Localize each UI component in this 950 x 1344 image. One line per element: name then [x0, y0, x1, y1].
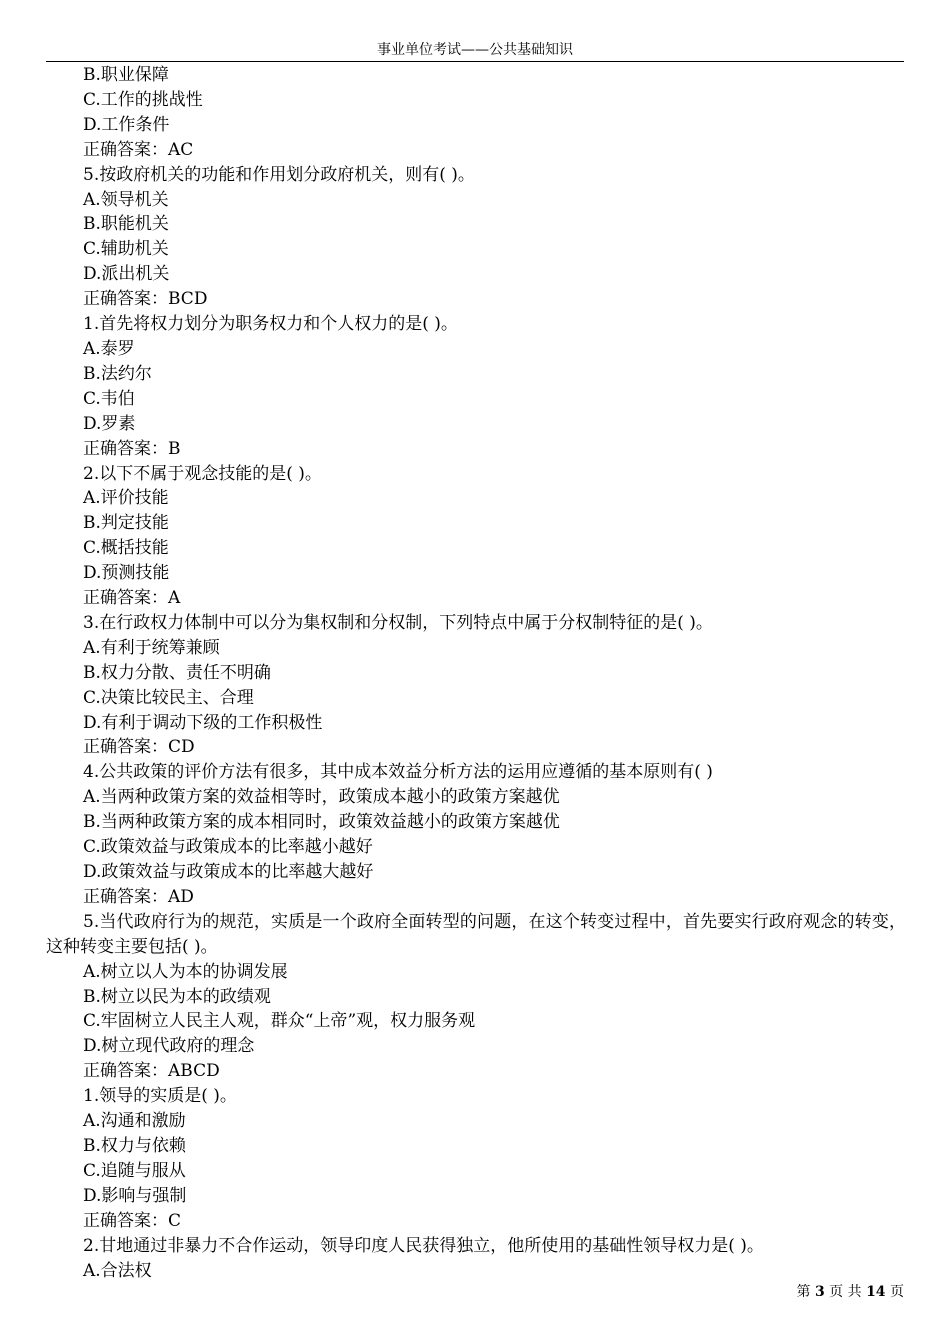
- text-line: D.工作条件: [83, 114, 170, 135]
- answer-line: 正确答案：C: [83, 1210, 182, 1231]
- text-line: C.政策效益与政策成本的比率越小越好: [83, 837, 373, 858]
- text-line: B.权力与依赖: [83, 1135, 186, 1156]
- text-line: B.当两种政策方案的成本相同时，政策效益越小的政策方案越优: [83, 812, 560, 833]
- question-paragraph: 5.当代政府行为的规范，实质是一个政府全面转型的问题，在这个转变过程中，首先要实行政府观念的转变，这种转变主要包括( )。: [46, 911, 906, 957]
- text-line: C.概括技能: [83, 538, 169, 559]
- document-body: [46, 63, 906, 1283]
- header-divider: [46, 61, 904, 62]
- question-line: 2.甘地通过非暴力不合作运动，领导印度人民获得独立，他所使用的基础性领导权力是( )。: [83, 1235, 764, 1256]
- text-line: B.职业保障: [83, 65, 169, 85]
- text-line: A.泰罗: [83, 338, 135, 359]
- question-line: 2.以下不属于观念技能的是( )。: [83, 463, 322, 484]
- text-line: A.领导机关: [83, 189, 169, 210]
- page-header: [46, 40, 904, 60]
- question-line: 5.按政府机关的功能和作用划分政府机关，则有( )。: [83, 164, 475, 185]
- question-line: 1.首先将权力划分为职务权力和个人权力的是( )。: [83, 314, 458, 335]
- answer-line: 正确答案：AC: [83, 139, 194, 160]
- text-line: B.职能机关: [83, 214, 169, 235]
- text-line: C.追随与服从: [83, 1160, 186, 1181]
- text-line: A.评价技能: [83, 488, 169, 509]
- text-line: B.法约尔: [83, 363, 152, 384]
- answer-line: 正确答案：AD: [83, 886, 194, 907]
- text-line: D.罗素: [83, 413, 136, 434]
- text-line: A.树立以人为本的协调发展: [83, 961, 288, 982]
- footer-middle: 页 共: [829, 1284, 862, 1300]
- footer-suffix: 页: [890, 1284, 904, 1300]
- answer-line: 正确答案：ABCD: [83, 1061, 220, 1082]
- text-line: B.权力分散、责任不明确: [83, 662, 271, 683]
- footer-prefix: 第: [796, 1284, 811, 1300]
- text-line: D.影响与强制: [83, 1185, 187, 1206]
- text-line: D.派出机关: [83, 264, 170, 285]
- text-line: C.决策比较民主、合理: [83, 687, 254, 708]
- text-line: C.韦伯: [83, 388, 135, 409]
- header-title: 事业单位考试——公共基础知识: [377, 42, 573, 58]
- footer-page-number: 3: [814, 1284, 825, 1300]
- text-line: C.牢固树立人民主人观，群众“上帝”观，权力服务观: [83, 1011, 476, 1032]
- text-line: C.辅助机关: [83, 239, 169, 260]
- question-line: 1.领导的实质是( )。: [83, 1086, 237, 1107]
- text-line: B.判定技能: [83, 513, 169, 534]
- text-line: A.合法权: [83, 1260, 152, 1281]
- question-line: 4.公共政策的评价方法有很多，其中成本效益分析方法的运用应遵循的基本原则有( ): [83, 762, 713, 783]
- text-line: D.树立现代政府的理念: [83, 1036, 255, 1057]
- answer-line: 正确答案：A: [83, 588, 181, 609]
- text-line: A.有利于统筹兼顾: [83, 637, 220, 658]
- text-line: B.树立以民为本的政绩观: [83, 986, 271, 1007]
- page-footer: [797, 1282, 905, 1302]
- answer-line: 正确答案：CD: [83, 737, 195, 758]
- footer-total-pages: 14: [866, 1284, 886, 1300]
- text-line: A.沟通和激励: [83, 1111, 186, 1132]
- question-line: 3.在行政权力体制中可以分为集权制和分权制，下列特点中属于分权制特征的是( )。: [83, 612, 713, 633]
- answer-line: 正确答案：B: [83, 438, 181, 459]
- answer-line: 正确答案：BCD: [83, 289, 208, 310]
- text-line: D.政策效益与政策成本的比率越大越好: [83, 862, 374, 882]
- text-line: C.工作的挑战性: [83, 89, 203, 110]
- text-line: A.当两种政策方案的效益相等时，政策成本越小的政策方案越优: [83, 787, 560, 808]
- text-line: D.预测技能: [83, 563, 170, 584]
- text-line: D.有利于调动下级的工作积极性: [83, 712, 323, 733]
